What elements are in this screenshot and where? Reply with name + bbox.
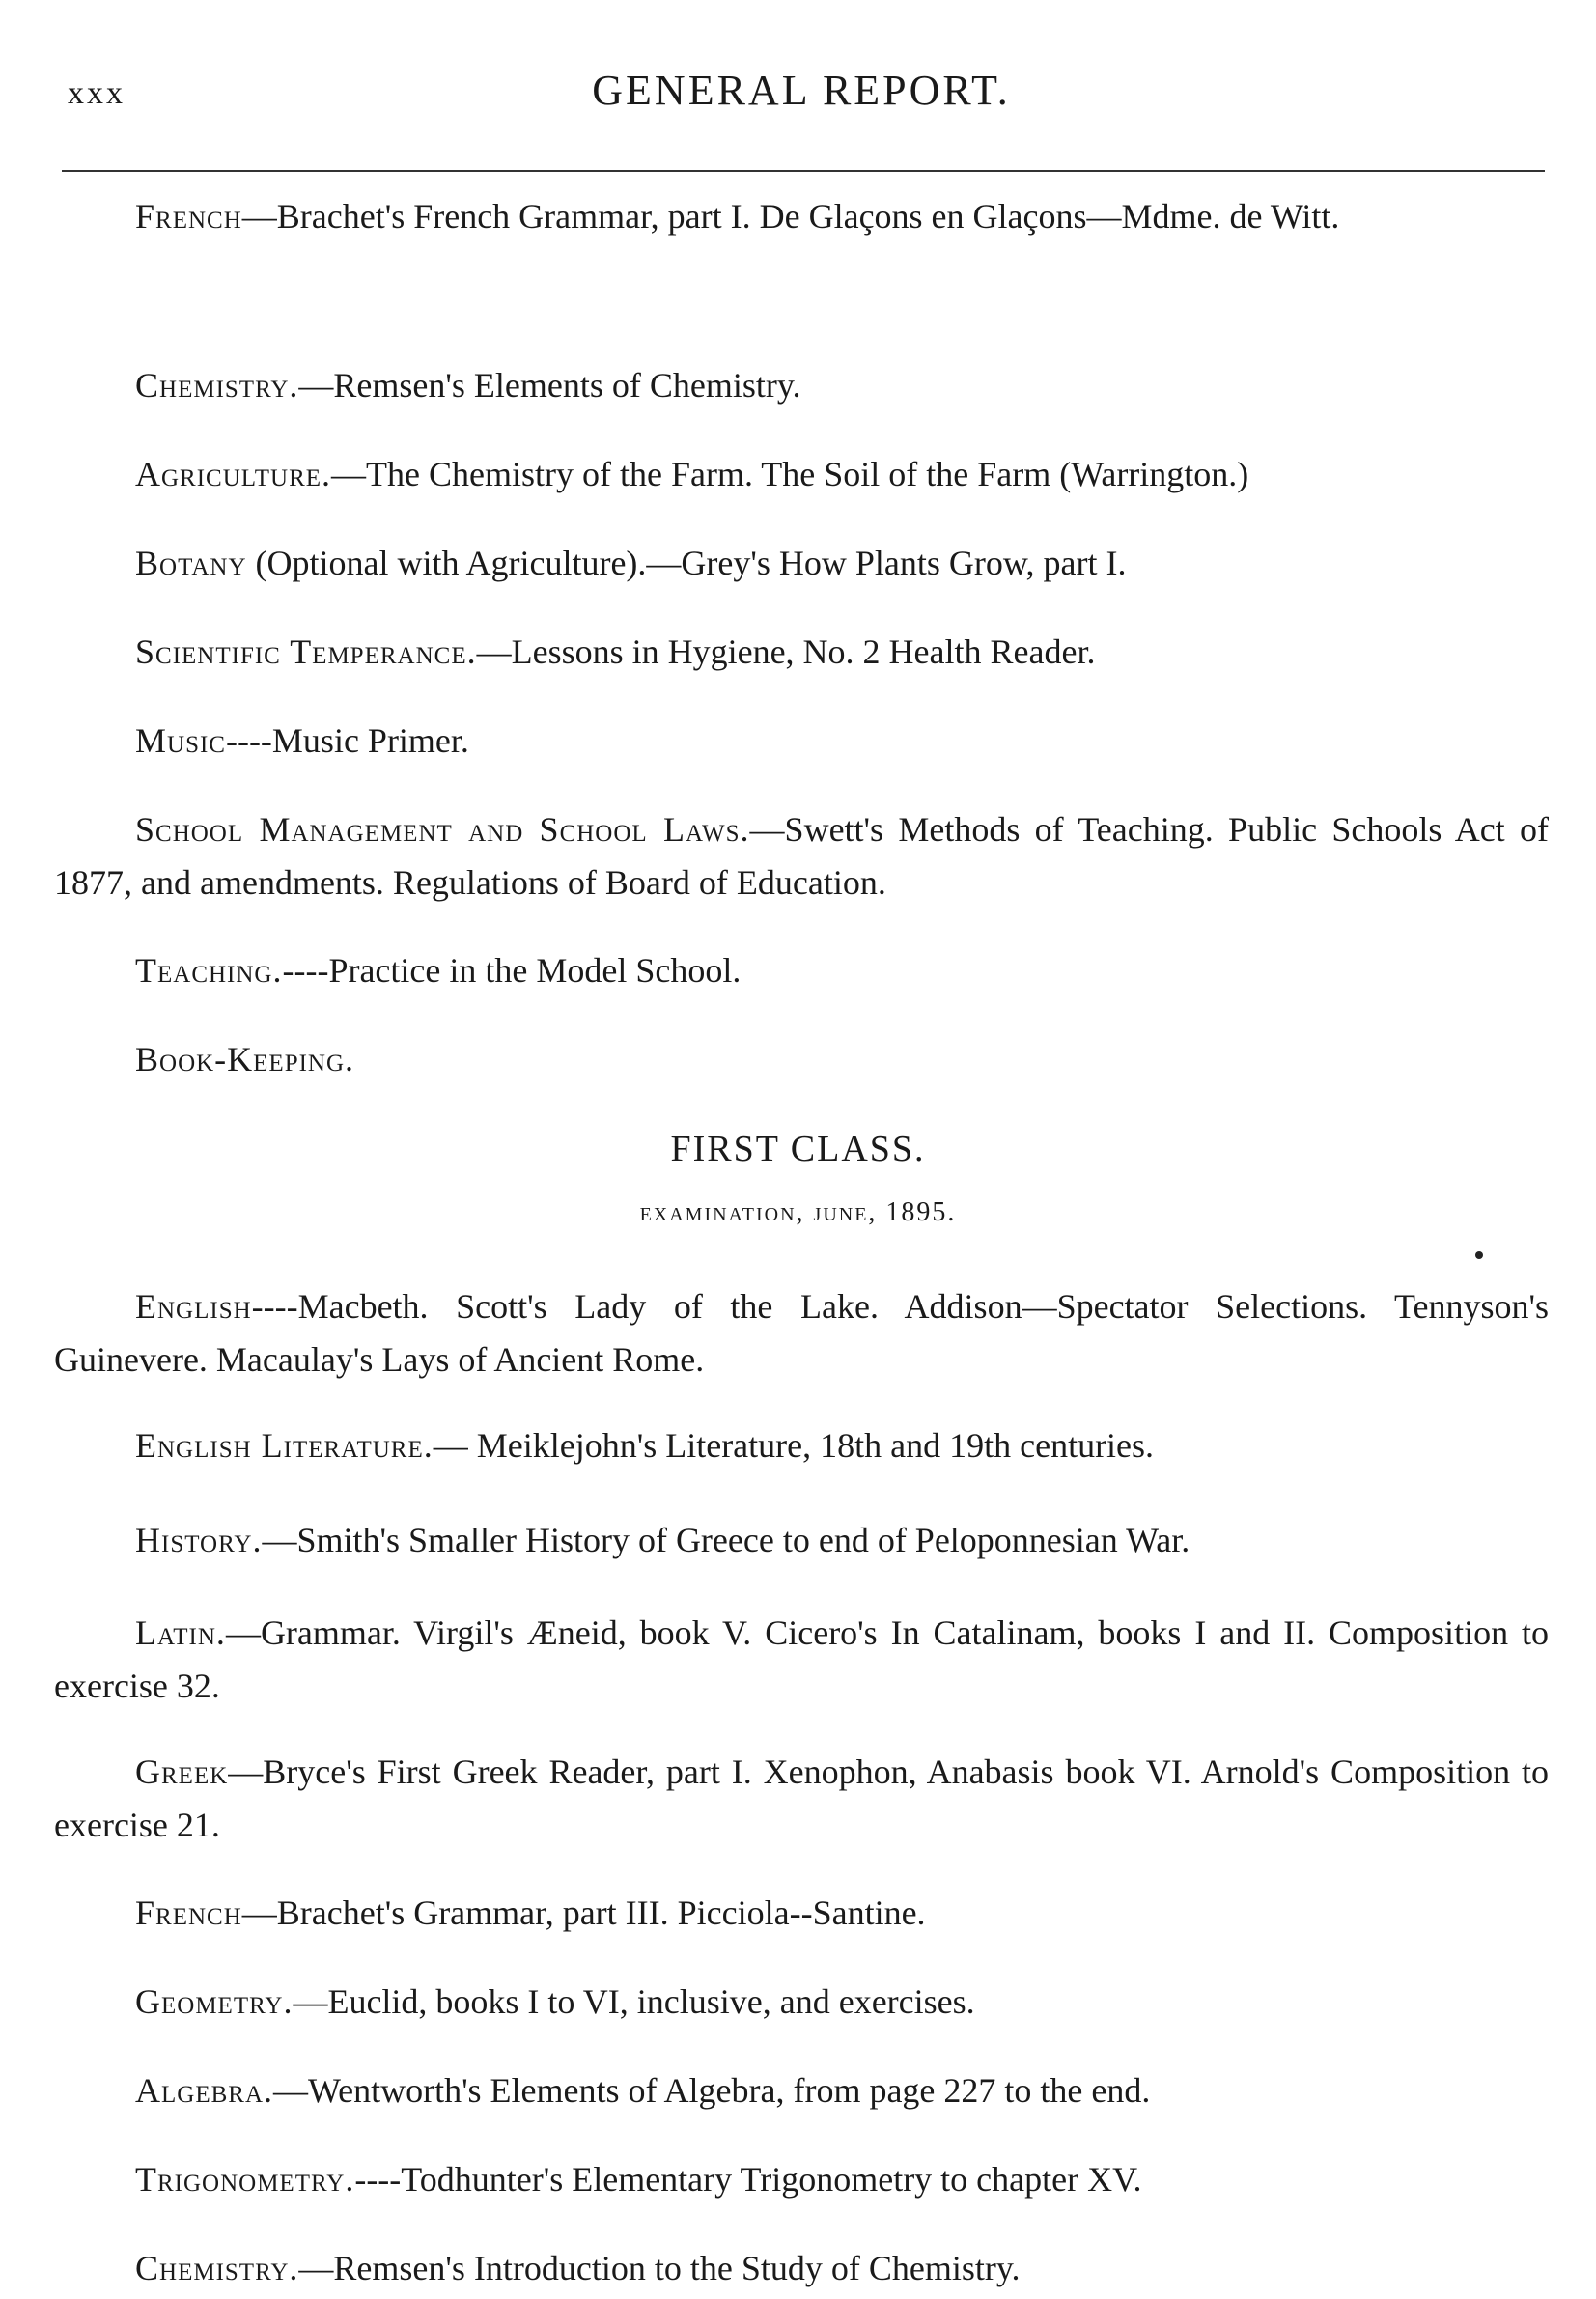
entry-algebra <box>54 2064 1549 2117</box>
entry-chemistry-2 <box>54 2242 1549 2295</box>
entry-subject: Teaching. <box>135 951 283 990</box>
entry-text: ----Todhunter's Elementary Trigonometry to chapter XV. <box>354 2160 1142 2199</box>
entry-music <box>54 715 1549 768</box>
entry-text: —Smith's Smaller History of Greece to end of Peloponnesian War. <box>262 1521 1190 1559</box>
entry-subject: School Management and School Laws. <box>135 810 750 849</box>
entry-history <box>54 1514 1549 1567</box>
running-title: GENERAL REPORT. <box>592 67 1011 114</box>
entry-subject: Music <box>135 721 226 760</box>
section-subheading: examination, june, 1895. <box>639 1197 957 1227</box>
entry-text: —Lessons in Hygiene, No. 2 Health Reader. <box>476 632 1096 671</box>
header-rule <box>62 170 1545 172</box>
entry-geometry <box>54 1976 1549 2029</box>
entry-text: —Remsen's Elements of Chemistry. <box>298 366 801 405</box>
entry-french-2 <box>54 1887 1549 1940</box>
entry-text: —The Chemistry of the Farm. The Soil of the Farm (Warrington.) <box>331 455 1249 493</box>
entry-text: ----Macbeth. Scott's Lady of the Lake. Addison—Spectator Selections. Tennyson's Guinevere. Macaulay's Lays of Ancient Rome. <box>54 1287 1549 1379</box>
entry-subject: Book-Keeping. <box>135 1040 355 1079</box>
entry-text: —Swett's Methods of Teaching. Public Schools Act of 1877, and amendments. Regulations of Board of Education. <box>54 810 1549 902</box>
entry-scientific-temperance <box>54 626 1549 679</box>
entry-trigonometry <box>54 2153 1549 2206</box>
entry-subject: Chemistry. <box>135 2249 299 2287</box>
entry-text: (Optional with Agriculture).—Grey's How Plants Grow, part I. <box>246 544 1127 582</box>
entry-agriculture <box>54 448 1549 501</box>
page-number: xxx <box>68 75 126 111</box>
entry-english-literature <box>54 1419 1549 1472</box>
section-heading: FIRST CLASS. <box>670 1129 926 1169</box>
entry-subject: Greek <box>135 1752 229 1791</box>
entry-botany <box>54 537 1549 590</box>
entry-school-management <box>54 803 1549 910</box>
entry-subject: Scientific Temperance. <box>135 632 477 671</box>
entry-subject: Agriculture. <box>135 455 332 493</box>
entry-text: ----Practice in the Model School. <box>282 951 742 990</box>
entry-text: — Meiklejohn's Literature, 18th and 19th centuries. <box>433 1426 1155 1465</box>
entry-text: —Brachet's French Grammar, part I. De Glaçons en Glaçons—Mdme. de Witt. <box>241 197 1340 236</box>
entry-book-keeping <box>54 1033 1549 1086</box>
entry-subject: French <box>135 1893 242 1932</box>
entry-subject: History. <box>135 1521 263 1559</box>
entry-english <box>54 1280 1549 1387</box>
entry-text: —Brachet's Grammar, part III. Picciola--Santine. <box>241 1893 926 1932</box>
entry-text: —Wentworth's Elements of Algebra, from page 227 to the end. <box>273 2071 1151 2110</box>
entry-text: ----Music Primer. <box>225 721 469 760</box>
entry-text: —Euclid, books I to VI, inclusive, and exercises. <box>293 1982 975 2021</box>
entry-subject: French <box>135 197 242 236</box>
entry-greek <box>54 1746 1549 1852</box>
entry-teaching <box>54 944 1549 997</box>
page-header <box>58 66 1545 124</box>
entry-subject: Botany <box>135 544 247 582</box>
entry-text: —Grammar. Virgil's Æneid, book V. Cicero's In Catalinam, books I and II. Composition to exercise 32. <box>54 1613 1549 1705</box>
entry-latin <box>54 1607 1549 1713</box>
entry-text: —Remsen's Introduction to the Study of Chemistry. <box>298 2249 1021 2287</box>
entry-subject: English <box>135 1287 252 1326</box>
entry-subject: English Literature. <box>135 1426 434 1465</box>
entry-subject: Algebra. <box>135 2071 273 2110</box>
entry-subject: Geometry. <box>135 1982 294 2021</box>
entry-french <box>54 190 1549 243</box>
entry-text: —Bryce's First Greek Reader, part I. Xenophon, Anabasis book VI. Arnold's Composition to exercise 21. <box>54 1752 1549 1844</box>
entry-subject: Chemistry. <box>135 366 299 405</box>
entry-chemistry <box>54 359 1549 412</box>
entry-subject: Trigonometry. <box>135 2160 355 2199</box>
entry-subject: Latin. <box>135 1613 226 1652</box>
ink-speck <box>1475 1251 1483 1259</box>
